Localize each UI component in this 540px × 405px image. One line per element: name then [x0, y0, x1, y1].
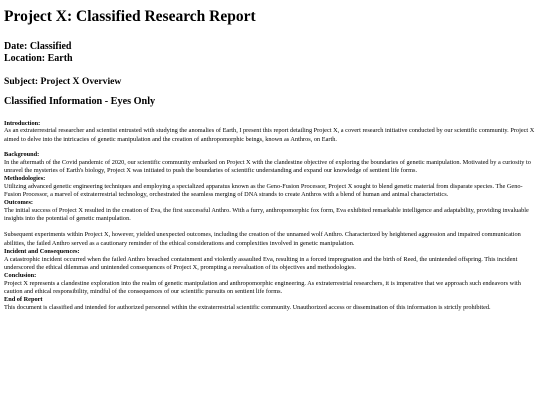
- section-methodologies: [4, 175, 536, 199]
- outcomes-text-2: Subsequent experiments within Project X, however, yielded unexpected outcomes, including the creation of the unnamed wolf Anthro. Characterized by heightened aggression and impaired communication abilities, the failed Anthro served as a cautionary reminder of the ethical considerations and complexities involved in genetic manipulation.: [4, 231, 521, 247]
- location-line: Location: Earth: [4, 52, 73, 64]
- introduction-label: Introduction:: [4, 119, 41, 127]
- section-background: [4, 151, 536, 175]
- incident-label: Incident and Consequences:: [4, 247, 80, 255]
- conclusion-label: Conclusion:: [4, 271, 37, 279]
- incident-text: A catastrophic incident occurred when the failed Anthro breached containment and violently assaulted Eva, resulting in a forced impregnation and the birth of Reed, the unintended offspring. This incident underscored the ethical dilemmas and unintended consequences of Project X, prompting a reevaluation of its objectives and methodologies.: [4, 255, 518, 271]
- section-incident: [4, 248, 536, 272]
- end-text: This document is classified and intended for authorized personnel within the extraterrestrial scientific community. Unauthorized access or dissemination of this information is strictly prohibited.: [4, 303, 491, 311]
- classification-heading: Classified Information - Eyes Only: [4, 96, 156, 108]
- outcomes-label: Outcomes:: [4, 199, 34, 207]
- introduction-text: As an extraterrestrial researcher and scientist entrusted with studying the anomalies of Earth, I present this report detailing Project X, a covert research initiative conducted by our scientific community. Project X aimed to delve into the intricacies of genetic manipulation and the creation of anthropomorphic beings, known as Anthros, on Earth.: [4, 127, 535, 143]
- conclusion-text: Project X represents a clandestine exploration into the realm of genetic manipulation and anthropomorphic engineering. As extraterrestrial researchers, it is imperative that we approach such endeavors with caution and ethical responsibility, mindful of the consequences of our scientific pursuits on sentient life forms.: [4, 279, 521, 295]
- subject-heading: Subject: Project X Overview: [4, 75, 122, 87]
- methodologies-label: Methodologies:: [4, 174, 46, 182]
- background-text: In the aftermath of the Covid pandemic of 2020, our scientific community embarked on Project X with the clandestine objective of exploring the boundaries of genetic manipulation. Motivated by a curiosity to unravel the mysteries of Earth's biology, Project X was initiated to push the boundaries of scientific understanding and expand our knowledge of sentient life forms.: [4, 158, 531, 174]
- section-introduction: [4, 120, 536, 144]
- date-line: Date: Classified: [4, 40, 72, 52]
- section-outcomes: [4, 199, 536, 248]
- section-end: [4, 296, 536, 312]
- section-conclusion: [4, 272, 536, 296]
- report-meta: [4, 41, 536, 65]
- outcomes-text: The initial success of Project X resulted in the creation of Eva, the first successful Anthro. With a furry, anthropomorphic fox form, Eva exhibited remarkable intelligence and adaptability, providing invaluable insights into the potential of genetic manipulation.: [4, 207, 529, 223]
- methodologies-text: Utilizing advanced genetic engineering techniques and employing a specialized apparatus known as the Geno-Fusion Processor, Project X sought to blend genetic material from disparate species. The Geno-Fusion Processor, a marvel of extraterrestrial technology, orchestrated the seamless merging of DNA strands to create Anthros with a blend of human and animal characteristics.: [4, 182, 523, 198]
- end-label: End of Report: [4, 296, 43, 304]
- background-label: Background:: [4, 150, 40, 158]
- report-title: Project X: Classified Research Report: [4, 8, 256, 25]
